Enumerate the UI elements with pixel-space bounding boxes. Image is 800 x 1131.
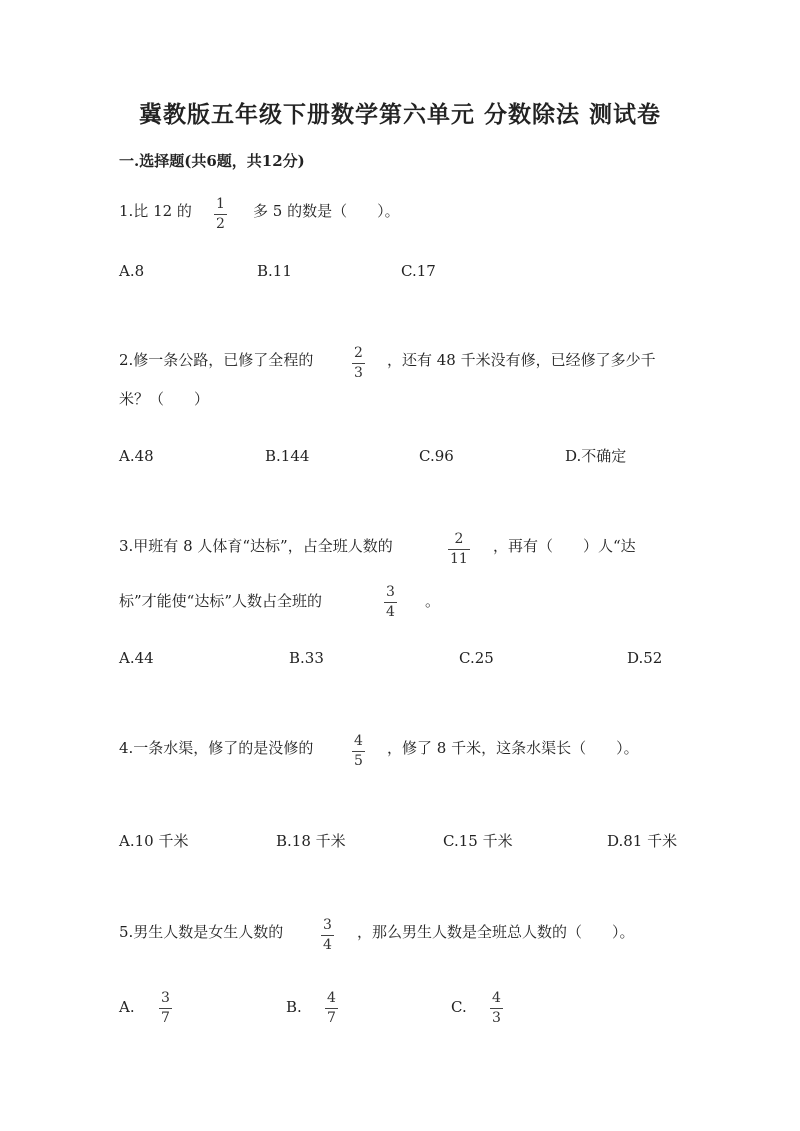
fraction-bar bbox=[214, 214, 227, 215]
fraction-denominator: 4 bbox=[386, 604, 395, 620]
question-5-option-b-fraction[interactable] bbox=[325, 991, 338, 1026]
question-1-fraction bbox=[214, 197, 227, 232]
fraction-denominator: 3 bbox=[492, 1010, 501, 1026]
question-1-option-c[interactable]: C.17 bbox=[401, 262, 436, 280]
fraction-numerator: 2 bbox=[454, 531, 464, 547]
fraction-numerator: 2 bbox=[354, 345, 363, 361]
question-5-option-c[interactable] bbox=[451, 997, 467, 1017]
question-3-option-c[interactable]: C.25 bbox=[459, 649, 494, 667]
fraction-numerator: 3 bbox=[161, 990, 170, 1006]
fraction-bar bbox=[321, 935, 334, 936]
option-label: B. bbox=[286, 998, 302, 1016]
question-2-text-before: 2.修一条公路，已修了全程的 bbox=[119, 351, 314, 369]
fraction-bar bbox=[159, 1008, 172, 1009]
question-4-text-after: ，修了 8 千米，这条水渠长（ ）。 bbox=[387, 739, 639, 757]
question-2-fraction bbox=[352, 346, 365, 381]
fraction-bar bbox=[325, 1008, 338, 1009]
question-4-option-c[interactable]: C.15 千米 bbox=[443, 832, 513, 850]
question-2-option-c[interactable]: C.96 bbox=[419, 447, 454, 465]
fraction-numerator: 4 bbox=[327, 990, 336, 1006]
question-2-text-after: ，还有 48 千米没有修，已经修了多少千 bbox=[387, 351, 656, 369]
fraction-numerator: 1 bbox=[216, 196, 225, 212]
fraction-bar bbox=[384, 602, 397, 603]
question-5-option-b[interactable] bbox=[286, 997, 302, 1017]
page-title: 冀教版五年级下册数学第六单元 分数除法 测试卷 bbox=[138, 101, 661, 128]
fraction-denominator: 5 bbox=[354, 753, 363, 769]
question-3-option-a[interactable]: A.44 bbox=[119, 649, 154, 667]
question-3-text-before: 3.甲班有 8 人体育“达标”，占全班人数的 bbox=[119, 537, 393, 555]
fraction-numerator: 3 bbox=[386, 584, 395, 600]
option-label: A. bbox=[119, 998, 135, 1016]
question-5-option-a[interactable] bbox=[119, 997, 135, 1017]
question-3-text-end: 。 bbox=[425, 592, 441, 610]
fraction-denominator: 3 bbox=[354, 365, 363, 381]
question-3-fraction bbox=[448, 532, 470, 567]
fraction-bar bbox=[448, 549, 470, 550]
question-4-option-a[interactable]: A.10 千米 bbox=[119, 832, 189, 850]
question-4-fraction bbox=[352, 734, 365, 769]
fraction-bar bbox=[352, 751, 365, 752]
fraction-numerator: 3 bbox=[323, 917, 332, 933]
fraction-denominator: 4 bbox=[323, 937, 332, 953]
question-3-fraction-2 bbox=[384, 585, 397, 620]
fraction-denominator: 11 bbox=[450, 551, 468, 567]
question-1-text-after: 多 5 的数是（ ）。 bbox=[253, 202, 400, 220]
question-4-text-before: 4.一条水渠，修了的是没修的 bbox=[119, 739, 314, 757]
question-5-text-before: 5.男生人数是女生人数的 bbox=[119, 923, 284, 941]
question-3-text-after: ，再有（ ）人“达 bbox=[493, 537, 636, 555]
question-2-option-b[interactable]: B.144 bbox=[265, 447, 310, 465]
question-3-option-b[interactable]: B.33 bbox=[289, 649, 324, 667]
question-5-fraction bbox=[321, 918, 334, 953]
question-4-option-d[interactable]: D.81 千米 bbox=[607, 832, 678, 850]
question-2-option-d[interactable]: D.不确定 bbox=[565, 447, 627, 465]
question-5-text-after: ，那么男生人数是全班总人数的（ ）。 bbox=[357, 923, 635, 941]
fraction-numerator: 4 bbox=[354, 733, 363, 749]
question-1-option-a[interactable]: A.8 bbox=[119, 262, 145, 280]
fraction-denominator: 7 bbox=[327, 1010, 336, 1026]
question-2-text-line2: 米？（ ） bbox=[119, 390, 210, 408]
question-1-option-b[interactable]: B.11 bbox=[257, 262, 292, 280]
question-2-option-a[interactable]: A.48 bbox=[119, 447, 154, 465]
question-5-option-c-fraction[interactable] bbox=[490, 991, 503, 1026]
question-3-option-d[interactable]: D.52 bbox=[627, 649, 663, 667]
section-heading: 一.选择题(共6题，共12分) bbox=[119, 152, 305, 170]
fraction-numerator: 4 bbox=[492, 990, 501, 1006]
question-3-text-line2: 标”才能使“达标”人数占全班的 bbox=[119, 592, 323, 610]
question-4-option-b[interactable]: B.18 千米 bbox=[276, 832, 346, 850]
question-1-text-before: 1.比 12 的 bbox=[119, 202, 192, 220]
fraction-bar bbox=[352, 363, 365, 364]
option-label: C. bbox=[451, 998, 467, 1016]
fraction-denominator: 7 bbox=[161, 1010, 170, 1026]
fraction-bar bbox=[490, 1008, 503, 1009]
question-5-option-a-fraction[interactable] bbox=[159, 991, 172, 1026]
fraction-denominator: 2 bbox=[216, 216, 225, 232]
